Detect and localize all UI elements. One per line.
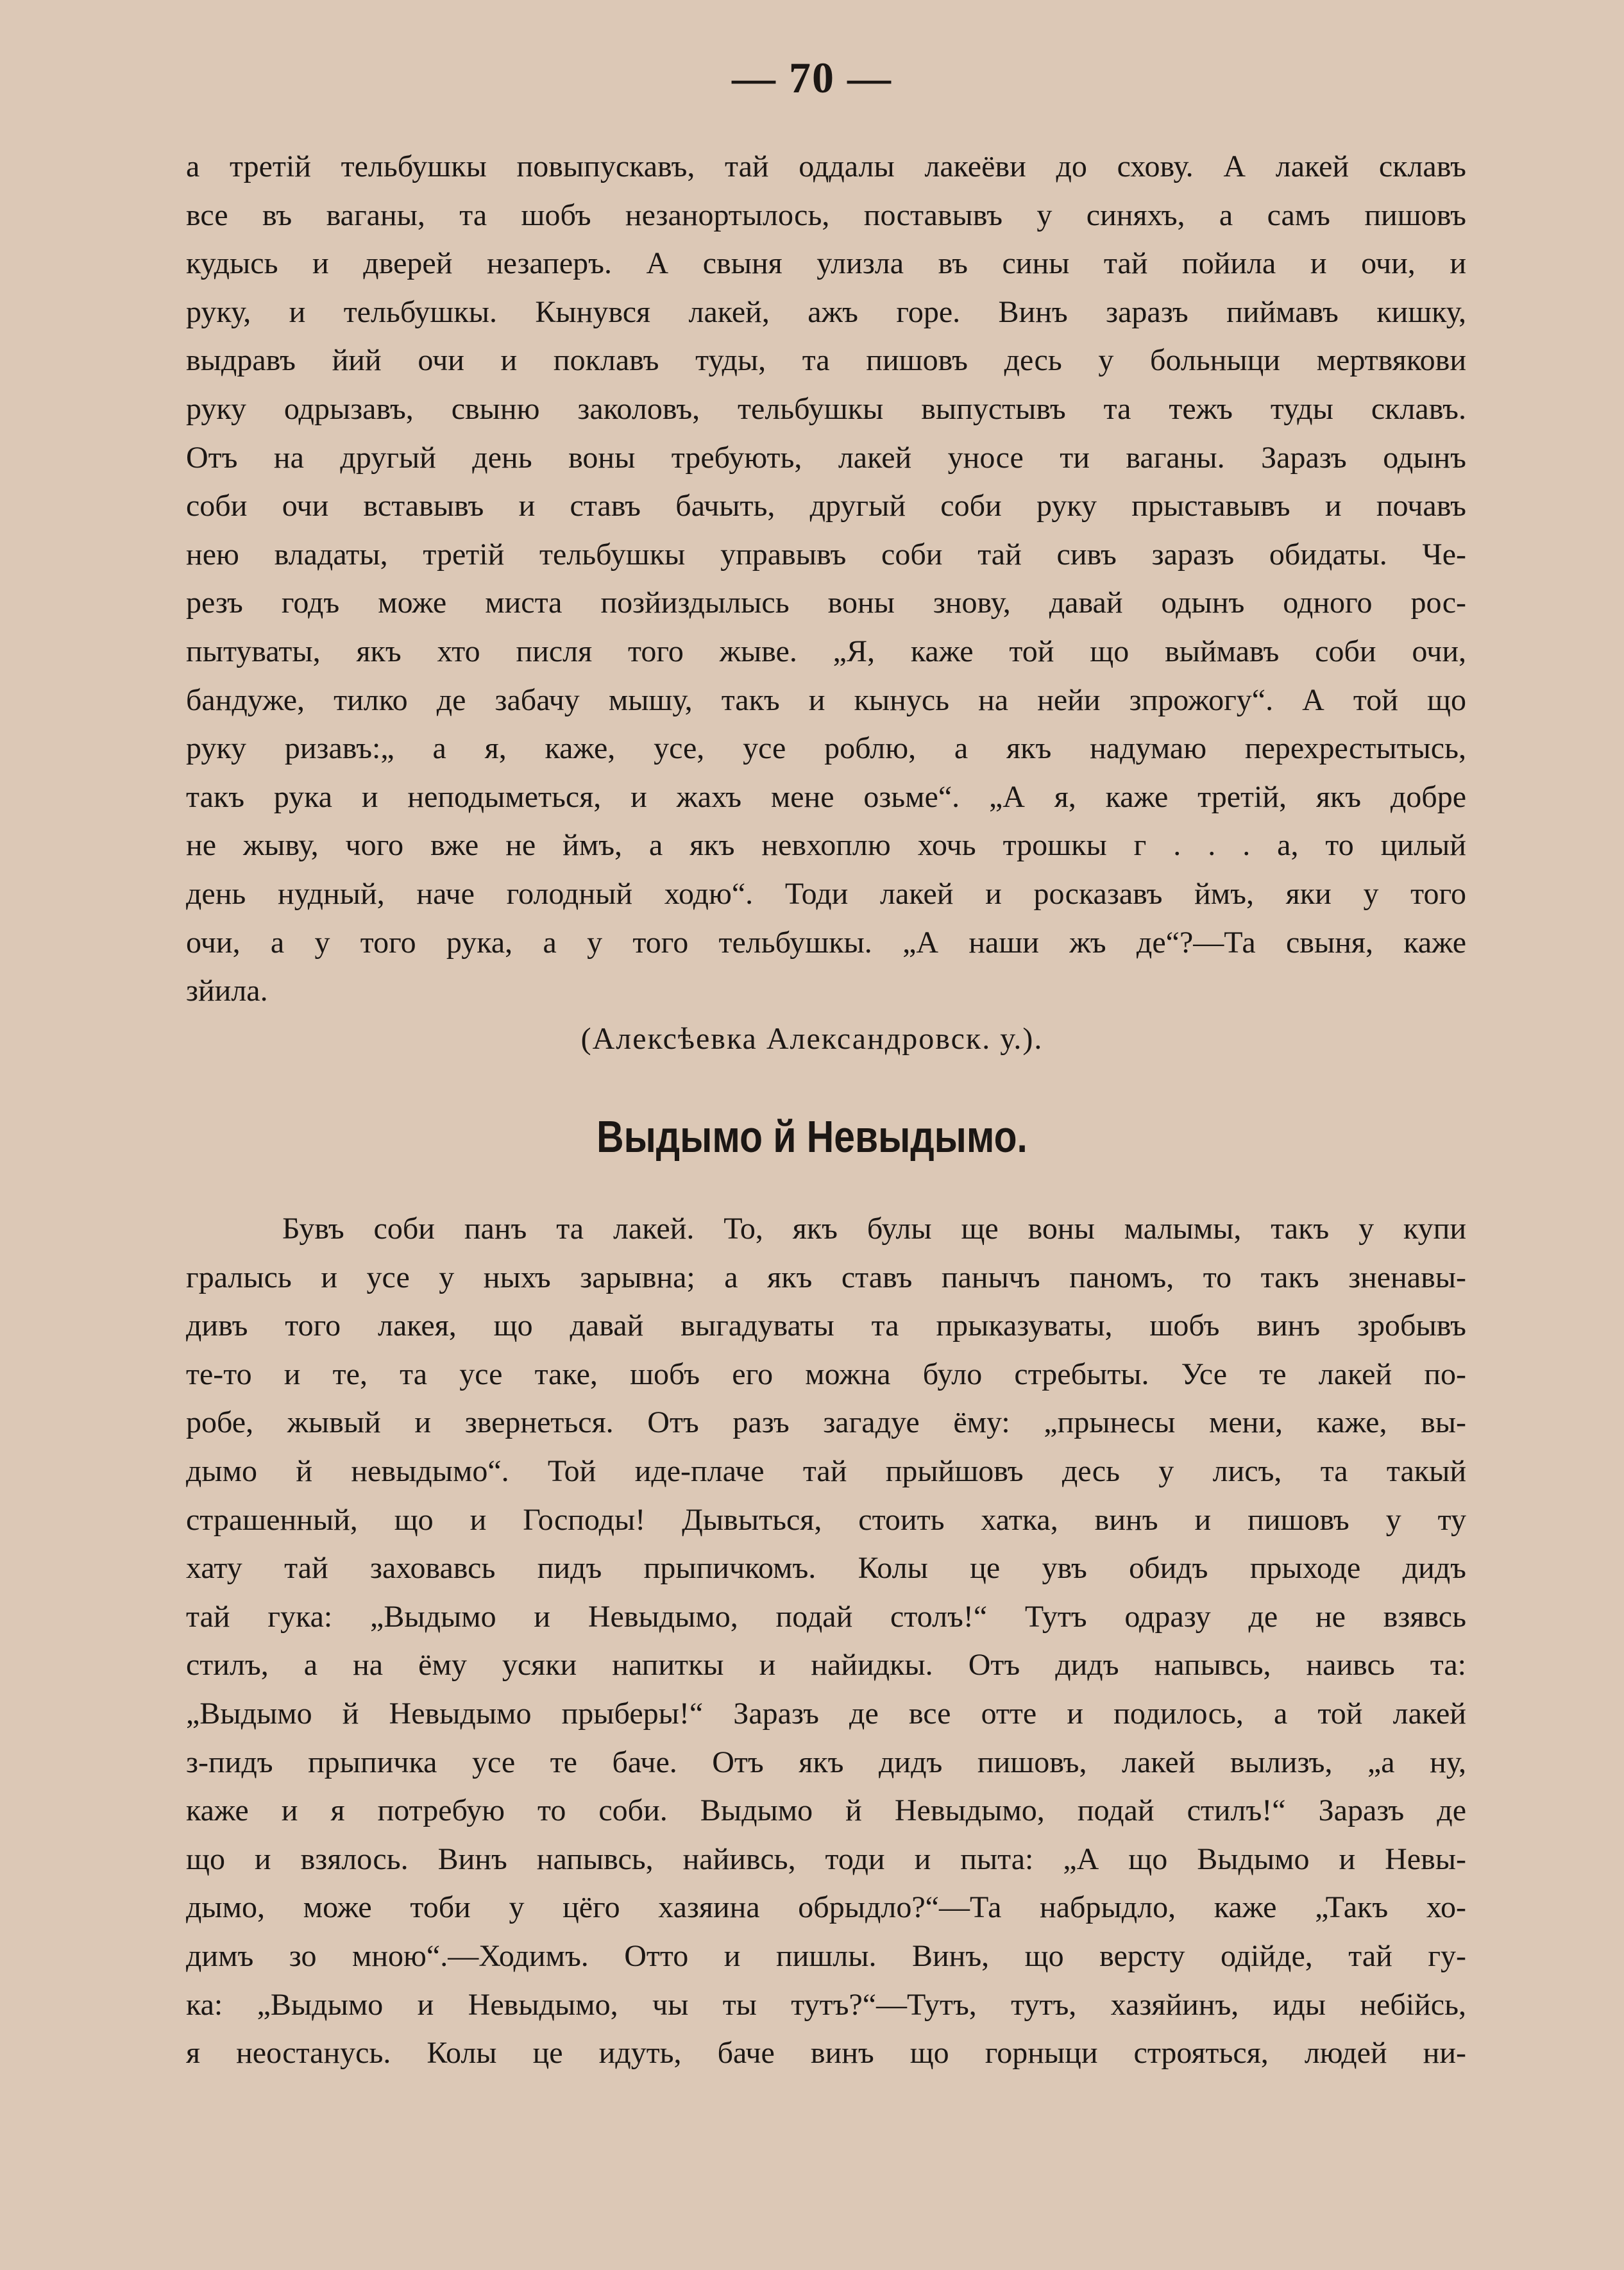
story-text-block bbox=[186, 1205, 1466, 2078]
text-line: соби очи вставывъ и ставъ бачыть, другый соби руку прыставывъ и почавъ bbox=[186, 489, 1466, 523]
text-line: страшенный, що и Господы! Дывыться, стоить хатка, винъ и пишовъ у ту bbox=[186, 1502, 1466, 1537]
text-line: „Выдымо й Невыдымо прыберы!“ Заразъ де все отте и подилось, а той лакей bbox=[186, 1696, 1466, 1731]
text-line: я неостанусь. Колы це идуть, баче винъ що горныци строяться, людей ни- bbox=[186, 2036, 1466, 2071]
text-line: руку одрызавъ, свыню заколовъ, тельбушкы выпустывъ та тежъ туды склавъ. bbox=[186, 391, 1466, 426]
text-line: що и взялось. Винъ напывсь, найивсь, тоди и пыта: „А що Выдымо и Невы- bbox=[186, 1842, 1466, 1876]
text-line: дымо й невыдымо“. Той иде-плаче тай прыйшовъ десь у лисъ, та такый bbox=[186, 1453, 1466, 1488]
text-line: дивъ того лакея, що давай выгадуваты та прыказуваты, шобъ винъ зробывъ bbox=[186, 1309, 1466, 1343]
text-line: пытуваты, якъ хто писля того жыве. „Я, каже той що выймавъ соби очи, bbox=[186, 634, 1466, 668]
text-line: все въ ваганы, та шобъ незанортылось, поставывъ у синяхъ, а самъ пишовъ bbox=[186, 198, 1466, 232]
text-line: не жыву, чого вже не ймъ, а якъ невхоплю хочь трошкы г . . . а, то цилый bbox=[186, 828, 1466, 863]
text-line: ка: „Выдымо и Невыдымо, чы ты тутъ?“—Тутъ, тутъ, хазяйинъ, иды небійсь, bbox=[186, 1987, 1466, 2022]
text-line: хату тай заховавсь пидъ прыпичкомъ. Колы це увъ обидъ прыходе дидъ bbox=[186, 1551, 1466, 1586]
text-line: те-то и те, та усе таке, шобъ его можна було стребыты. Усе те лакей по- bbox=[186, 1357, 1466, 1391]
text-line: нею владаты, третій тельбушкы управывъ соби тай сивъ заразъ обидаты. Че- bbox=[186, 537, 1466, 572]
text-line: з-пидъ прыпичка усе те баче. Отъ якъ дидъ пишовъ, лакей вылизъ, „а ну, bbox=[186, 1745, 1466, 1779]
text-line: стилъ, а на ёму усяки напиткы и найидкы. Отъ дидъ напывсь, наивсь та: bbox=[186, 1648, 1466, 1682]
text-line: резъ годъ може миста позйиздылысь воны знову, давай одынъ одного рос- bbox=[186, 586, 1466, 620]
text-line: димъ зо мною“.—Ходимъ. Отто и пишлы. Винъ, що версту одійде, тай гу- bbox=[186, 1938, 1466, 1973]
page-number: — 70 — bbox=[732, 53, 892, 102]
text-line: зйила. bbox=[186, 974, 268, 1008]
text-line: робе, жывый и звернеться. Отъ разъ загадуе ёму: „прынесы мени, каже, вы- bbox=[186, 1405, 1466, 1440]
text-line: бандуже, тилко де забачу мышу, такъ и кынусь на нейи зпрожогу“. А той що bbox=[186, 682, 1466, 717]
story-title: Выдымо й Невыдымо. bbox=[596, 1112, 1028, 1162]
text-line: гралысь и усе у ныхъ зарывна; а якъ ставъ панычъ паномъ, то такъ зненавы- bbox=[186, 1260, 1466, 1294]
text-line: а третій тельбушкы повыпускавъ, тай оддалы лакеёви до схову. А лакей склавъ bbox=[186, 149, 1466, 183]
text-line: такъ рука и неподыметься, и жахъ мене озьме“. „А я, каже третій, якъ добре bbox=[186, 779, 1466, 814]
text-line: Бувъ соби панъ та лакей. То, якъ булы ще воны малымы, такъ у купи bbox=[282, 1212, 1466, 1246]
text-line: выдравъ йий очи и поклавъ туды, та пишовъ десь у больныци мертвякови bbox=[186, 343, 1466, 378]
continued-text-block bbox=[186, 142, 1466, 1015]
text-line: руку ризавъ:„ а я, каже, усе, усе роблю, а якъ надумаю перехрестытысь, bbox=[186, 731, 1466, 766]
text-line: каже и я потребую то соби. Выдымо й Невыдымо, подай стилъ!“ Заразъ де bbox=[186, 1793, 1466, 1828]
text-line: тай гука: „Выдымо и Невыдымо, подай столъ!“ Тутъ одразу де не взявсь bbox=[186, 1599, 1466, 1634]
text-line: кудысь и дверей незаперъ. А свыня улизла въ сины тай пойила и очи, и bbox=[186, 246, 1466, 281]
text-line: день нудный, наче голодный ходю“. Тоди лакей и росказавъ ймъ, яки у того bbox=[186, 876, 1466, 911]
text-line: Отъ на другый день воны требують, лакей уносе ти ваганы. Заразъ одынъ bbox=[186, 440, 1466, 475]
text-line: руку, и тельбушкы. Кынувся лакей, ажъ горе. Винъ заразъ пиймавъ кишку, bbox=[186, 294, 1466, 329]
text-line: очи, а у того рука, а у того тельбушкы. „А наши жъ де“?—Та свыня, каже bbox=[186, 925, 1466, 960]
source-note: (Алексѣевка Александровск. у.). bbox=[580, 1022, 1044, 1056]
text-line: дымо, може тоби у цёго хазяина обрыдло?“—Та набрыдло, каже „Такъ хо- bbox=[186, 1890, 1466, 1925]
